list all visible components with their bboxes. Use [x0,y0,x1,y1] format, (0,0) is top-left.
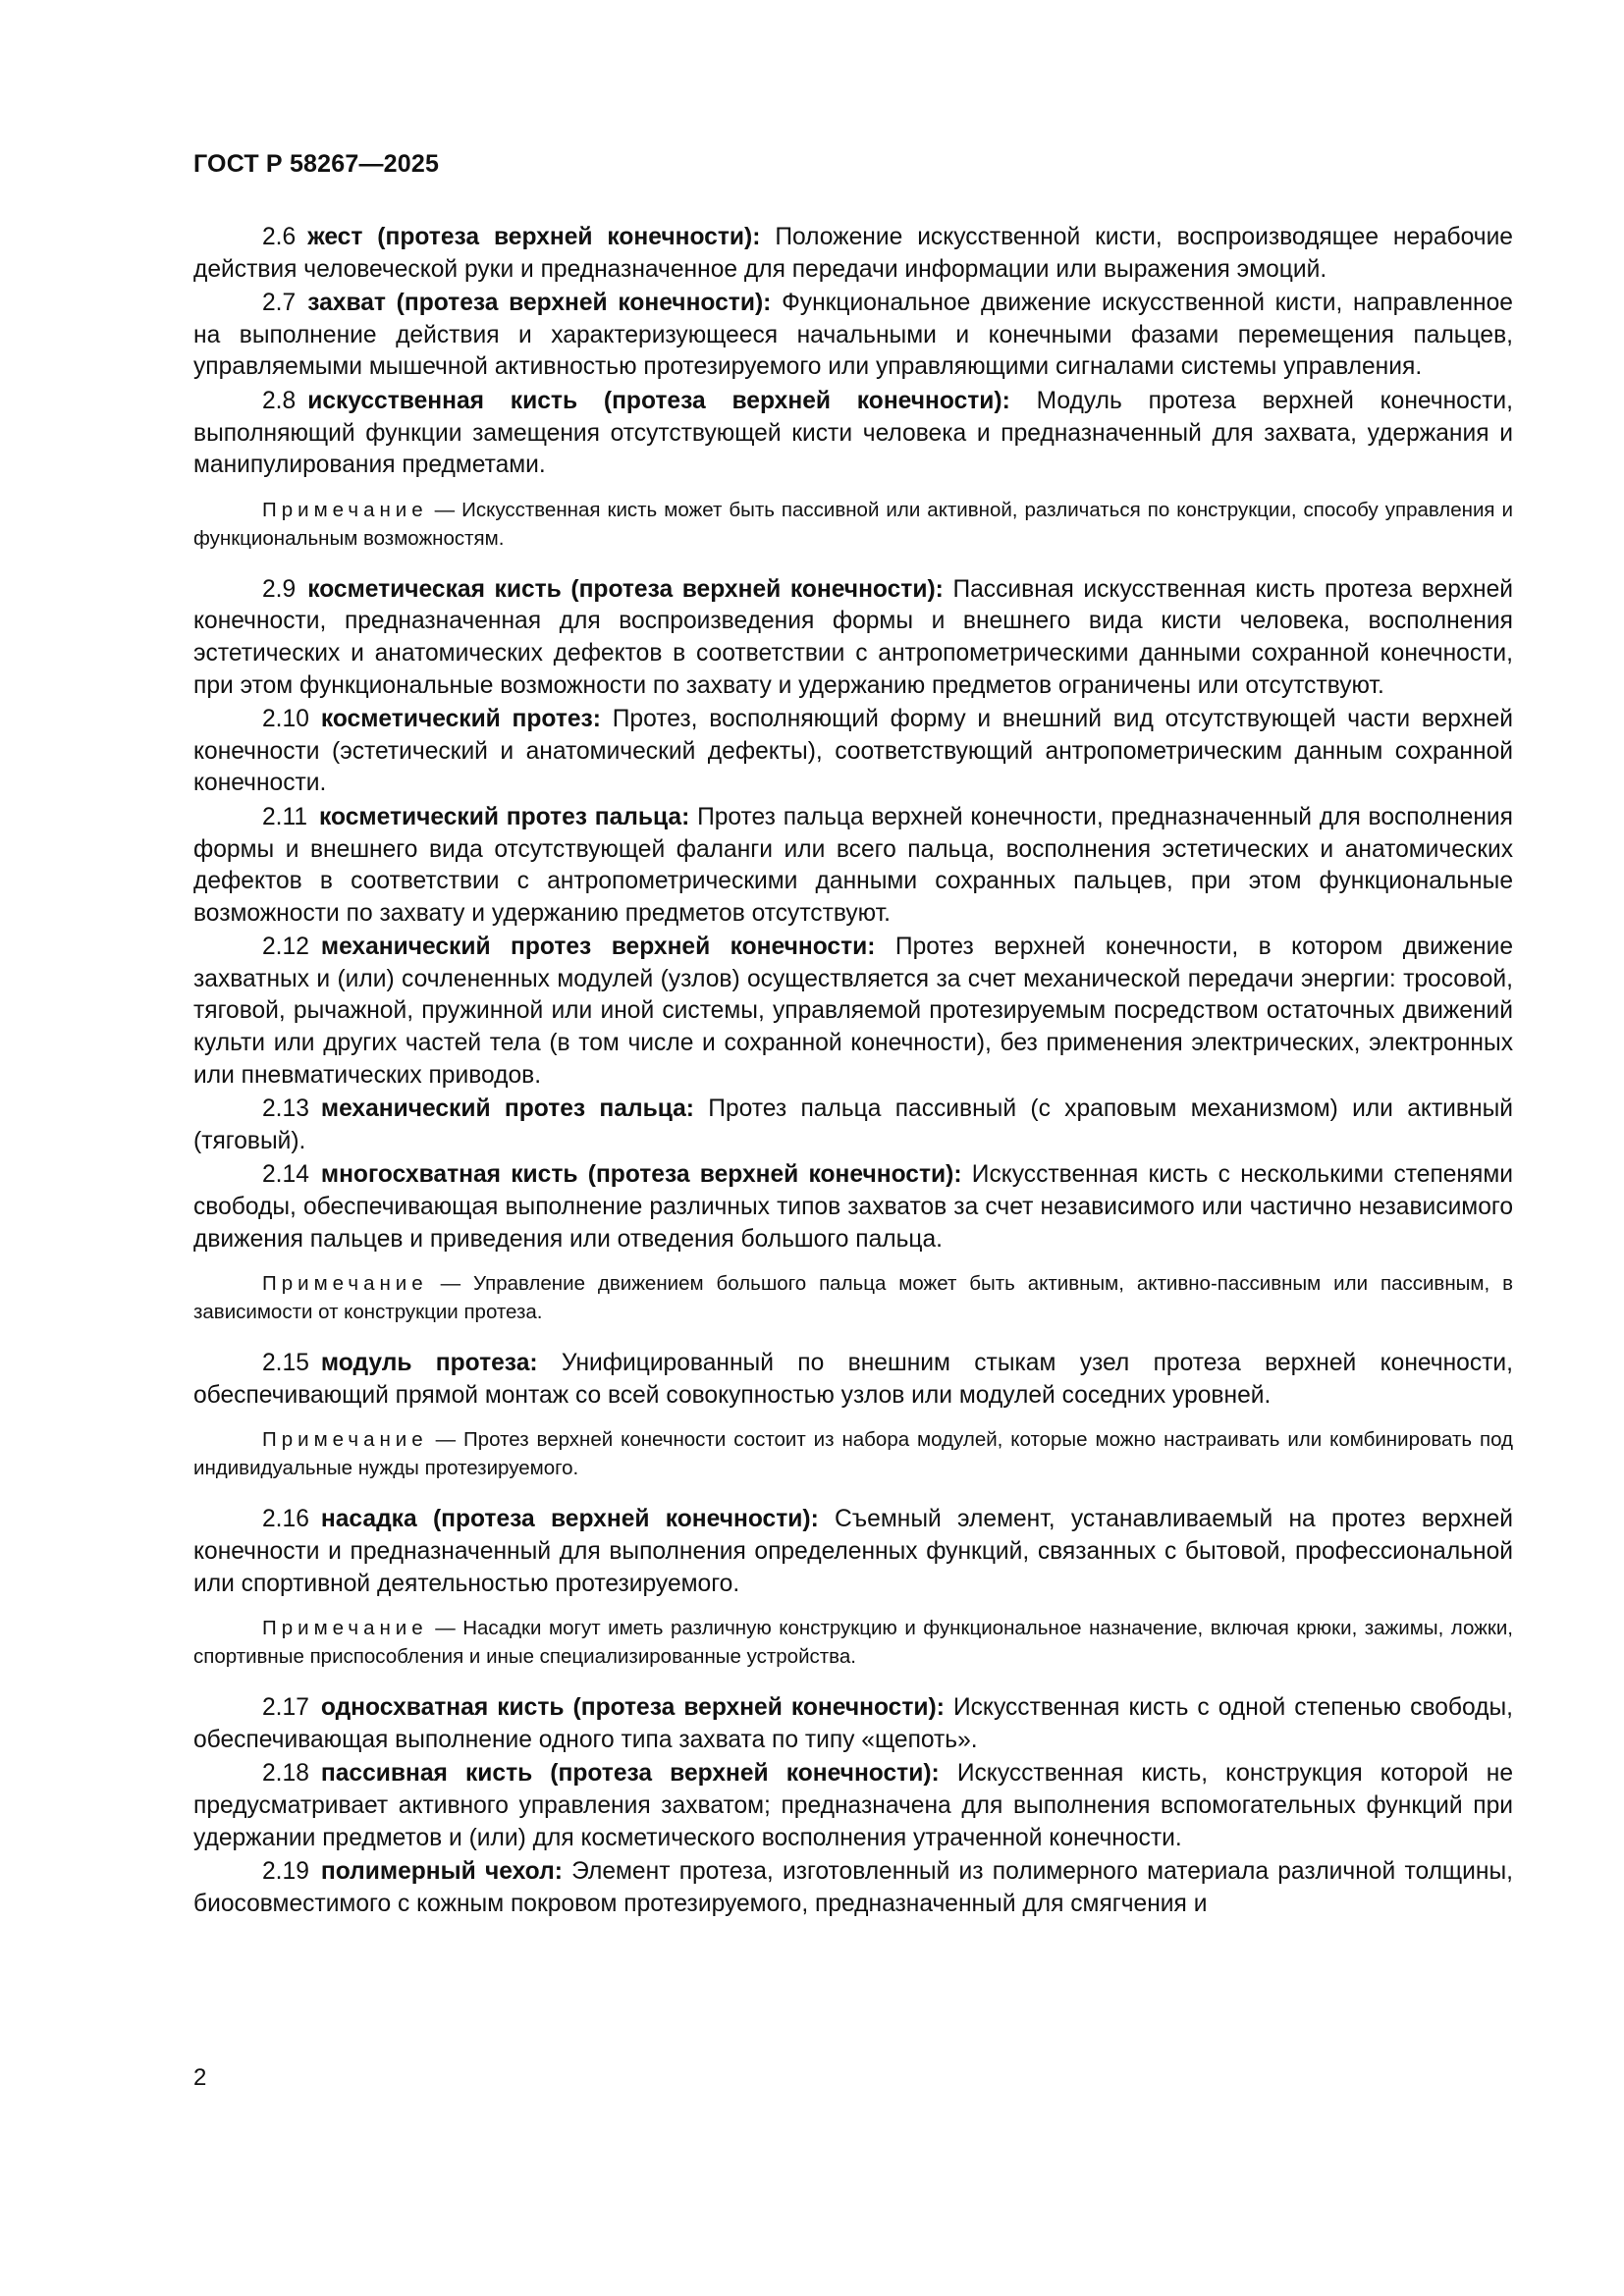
term-entry [193,932,1513,1092]
page-number: 2 [193,2064,207,2091]
entry-definition: Функциональное движение искусственной кисти, направленное на выполнение действия и характеризующееся начальными и конечными фазами перемещения пальцев, управляемыми мышечной активностью протезируемого или управляющими сигналами системы управления. [193,290,1513,381]
entry-number: 2.19 [262,1858,309,1886]
entry-term: полимерный чехол: [320,1858,563,1886]
term-entry [193,386,1513,482]
entry-definition: Протез пальца верхней конечности, предназначенный для восполнения формы и внешнего вида отсутствующей фаланги или всего пальца, восполнения эстетических и анатомических дефектов в соответствии с антропометрическими данными сохранных пальцев, при этом функциональные возможности по захвату и удержанию предметов отсутствуют. [193,803,1513,927]
entry-term: пассивная кисть (протеза верхней конечности): [320,1760,940,1788]
term-entry [193,574,1513,702]
note-label: Примечание [262,498,428,521]
note [193,1614,1513,1671]
entry-definition: Модуль протеза верхней конечности, выполняющий функции замещения отсутствующей кисти человека и предназначенный для захвата, удержания и манипулирования предметами. [193,387,1513,479]
entry-term: насадка (протеза верхней конечности): [320,1506,819,1533]
note [193,1425,1513,1482]
entry-term: многосхватная кисть (протеза верхней конечности): [320,1161,962,1189]
entry-number: 2.6 [262,224,297,250]
entry-definition: Искусственная кисть с одной степенью свободы, обеспечивающая выполнение одного типа захвата по типу «щепоть». [193,1694,1514,1753]
entry-term: искусственная кисть (протеза верхней конечности): [307,387,1010,414]
note-label: Примечание [262,1428,428,1452]
term-entry [193,1504,1513,1600]
entry-number: 2.14 [262,1161,309,1189]
entry-definition: Элемент протеза, изготовленный из полимерного материала различной толщины, биосовместимого с кожным покровом протезируемого, предназначенный для смягчения и [193,1858,1513,1917]
entry-number: 2.17 [262,1694,309,1722]
note-text: — Управление движением большого пальца может быть активным, активно-пассивным или пассивным, в зависимости от конструкции протеза. [193,1272,1513,1324]
entry-definition: Протез пальца пассивный (с храповым механизмом) или активный (тяговый). [193,1095,1513,1154]
note-text: — Насадки могут иметь различную конструкцию и функциональное назначение, включая крюки, зажимы, ложки, спортивные приспособления и иные специализированные устройства. [193,1617,1513,1669]
note-text: — Искусственная кисть может быть пассивной или активной, различаться по конструкции, способу управления и функциональным возможностям. [193,498,1513,550]
term-entry [193,704,1513,800]
entry-term: косметический протез пальца: [319,803,690,830]
entry-number: 2.10 [262,706,309,733]
note-label: Примечание [262,1617,428,1640]
entry-term: захват (протеза верхней конечности): [307,290,772,317]
entry-number: 2.12 [262,934,309,961]
entry-definition: Протез верхней конечности, в котором движение захватных и (или) сочлененных модулей (узлов) осуществляется за счет механической передачи энергии: тросовой, тяговой, рычажной, пружинной или иной системы, управляемой протезируемым посредством остаточных движений культи или других частей тела (в том числе и сохранной конечности), без применения электрических, электронных или пневматических приводов. [193,934,1513,1089]
term-entry [193,1159,1513,1255]
entry-number: 2.7 [262,290,297,317]
entry-definition: Положение искусственной кисти, воспроизводящее нерабочие действия человеческой руки и предназначенное для передачи информации или выражения эмоций. [193,224,1513,283]
entry-definition: Съемный элемент, устанавливаемый на протез верхней конечности и предназначенный для выполнения определенных функций, связанных с бытовой, профессиональной или спортивной деятельностью протезируемого. [193,1506,1513,1597]
note [193,1269,1513,1326]
entry-number: 2.9 [262,575,297,603]
entry-definition: Протез, восполняющий форму и внешний вид отсутствующей части верхней конечности (эстетический и анатомический дефекты), соответствующий антропометрическим данным сохранной конечности. [193,706,1513,797]
entry-term: механический протез верхней конечности: [320,934,876,961]
entry-number: 2.18 [262,1760,309,1788]
note [193,496,1513,553]
entry-term: механический протез пальца: [320,1095,694,1123]
entry-number: 2.8 [262,387,297,414]
entry-definition: Унифицированный по внешним стыкам узел протеза верхней конечности, обеспечивающий прямой монтаж со всей совокупностью узлов или модулей соседних уровней. [193,1350,1513,1409]
entry-number: 2.11 [262,803,308,830]
term-entry [193,1692,1513,1756]
term-entry [193,802,1513,930]
term-entry [193,1348,1513,1412]
entry-term: косметическая кисть (протеза верхней конечности): [307,575,944,603]
document-header: ГОСТ Р 58267—2025 [193,150,440,178]
term-entry [193,1856,1513,1920]
entry-number: 2.16 [262,1506,309,1533]
entry-term: односхватная кисть (протеза верхней конечности): [320,1694,945,1722]
term-entry [193,1094,1513,1157]
entry-number: 2.13 [262,1095,309,1123]
entry-term: жест (протеза верхней конечности): [307,224,761,250]
term-entry [193,1758,1513,1854]
entry-number: 2.15 [262,1350,309,1377]
note-label: Примечание [262,1272,428,1296]
entry-term: модуль протеза: [320,1350,538,1377]
note-text: — Протез верхней конечности состоит из набора модулей, которые можно настраивать или комбинировать под индивидуальные нужды протезируемого. [193,1428,1513,1480]
entry-term: косметический протез: [320,706,601,733]
entry-definition: Пассивная искусственная кисть протеза верхней конечности, предназначенная для воспроизведения формы и внешнего вида кисти человека, восполнения эстетических и анатомических дефектов в соответствии с антропометрическими данными сохранной конечности, при этом функциональные возможности по захвату и удержанию предметов ограничены или отсутствуют. [193,575,1513,699]
term-entry [193,288,1513,384]
entry-definition: Искусственная кисть с несколькими степенями свободы, обеспечивающая выполнение различных типов захватов за счет независимого или частично независимого движения пальцев и приведения или отведения большого пальца. [193,1161,1513,1253]
term-entry [193,222,1513,286]
entry-definition: Искусственная кисть, конструкция которой не предусматривает активного управления захватом; предназначена для выполнения вспомогательных функций при удержании предметов и (или) для косметического восполнения утраченной конечности. [193,1760,1513,1851]
document-body [193,222,1513,1922]
